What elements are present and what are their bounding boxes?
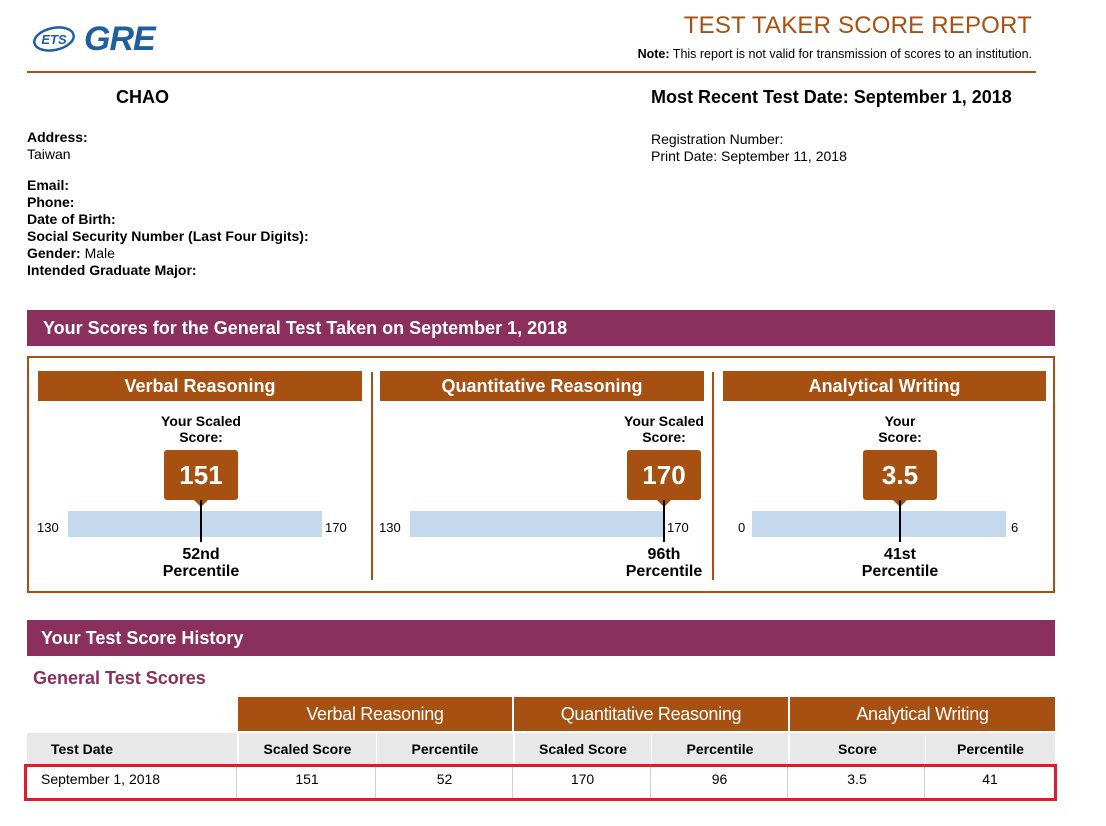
history-column-header: Test Date xyxy=(27,733,237,765)
gender-value: Male xyxy=(80,245,115,261)
header-divider xyxy=(27,71,1036,73)
score-label-line: Your Scaled xyxy=(624,413,704,429)
history-column-header: Percentile xyxy=(652,733,788,765)
registration-number-label: Registration Number: xyxy=(651,131,784,147)
score-label-line: Score: xyxy=(642,429,686,445)
quantitative-reasoning-scaled-score: 170 xyxy=(627,450,701,500)
column-divider xyxy=(371,372,373,580)
history-cell: 3.5 xyxy=(790,767,925,799)
history-group-header: Verbal Reasoning xyxy=(238,697,512,731)
history-cell: 52 xyxy=(377,767,513,799)
score-label-line: Your xyxy=(884,413,916,429)
score-label-line: Score: xyxy=(878,429,922,445)
history-cell: 170 xyxy=(515,767,651,799)
registration-block xyxy=(651,131,847,165)
analytical-writing-score-label xyxy=(850,413,950,445)
analytical-writing-scale-min: 0 xyxy=(738,520,746,535)
history-column-header: Scaled Score xyxy=(515,733,651,765)
percentile-word: Percentile xyxy=(861,563,939,580)
history-section-header: Your Test Score History xyxy=(27,620,1055,656)
quantitative-reasoning-score-label xyxy=(614,413,714,445)
percentile-word: Percentile xyxy=(625,563,703,580)
note-text: This report is not valid for transmission of scores to an institution. xyxy=(669,47,1032,61)
quantitative-reasoning-scale-min: 130 xyxy=(379,520,401,535)
history-column-header: Scaled Score xyxy=(239,733,376,765)
address-value: Taiwan xyxy=(27,146,71,162)
analytical-writing-score-marker xyxy=(899,500,901,542)
history-cell: September 1, 2018 xyxy=(27,767,237,799)
quantitative-reasoning-score-marker xyxy=(663,500,665,542)
most-recent-test-date: Most Recent Test Date: September 1, 2018 xyxy=(651,87,1012,107)
note-label: Note: xyxy=(637,47,670,61)
dob-label: Date of Birth: xyxy=(27,211,116,227)
analytical-writing-scale-bar xyxy=(752,511,1006,537)
analytical-writing-scaled-score: 3.5 xyxy=(863,450,937,500)
svg-text:ETS: ETS xyxy=(41,32,67,47)
report-title: TEST TAKER SCORE REPORT xyxy=(683,12,1032,39)
address-block xyxy=(27,129,88,163)
percentile-value: 52nd xyxy=(182,546,220,563)
scores-section-header: Your Scores for the General Test Taken on September 1, 2018 xyxy=(27,310,1055,346)
gre-wordmark: GRE xyxy=(84,20,155,58)
email-label: Email: xyxy=(27,177,70,193)
history-cell: 41 xyxy=(926,767,1055,799)
general-test-scores-title: General Test Scores xyxy=(33,668,206,688)
gender-label: Gender: xyxy=(27,245,81,261)
history-column-header: Score xyxy=(790,733,925,765)
quantitative-reasoning-header: Quantitative Reasoning xyxy=(380,371,704,401)
verbal-reasoning-score-marker xyxy=(200,500,202,542)
print-date: Print Date: September 11, 2018 xyxy=(651,148,847,164)
history-column-header: Percentile xyxy=(377,733,513,765)
quantitative-reasoning-percentile xyxy=(604,546,724,580)
percentile-value: 96th xyxy=(647,546,681,563)
score-label-line: Your Scaled xyxy=(161,413,241,429)
verbal-reasoning-header: Verbal Reasoning xyxy=(38,371,362,401)
analytical-writing-percentile xyxy=(840,546,960,580)
quantitative-reasoning-scale-max: 170 xyxy=(667,520,689,535)
score-label-line: Score: xyxy=(179,429,223,445)
address-label: Address: xyxy=(27,129,88,145)
history-group-header: Analytical Writing xyxy=(790,697,1055,731)
history-cell: 151 xyxy=(239,767,376,799)
verbal-reasoning-scale-min: 130 xyxy=(37,520,59,535)
history-group-header: Quantitative Reasoning xyxy=(514,697,788,731)
gre-logo xyxy=(32,20,162,60)
verbal-reasoning-percentile xyxy=(141,546,261,580)
row-highlight-box xyxy=(24,764,1057,801)
analytical-writing-scale-max: 6 xyxy=(1011,520,1019,535)
percentile-word: Percentile xyxy=(162,563,240,580)
verbal-reasoning-scale-max: 170 xyxy=(325,520,347,535)
ssn-label: Social Security Number (Last Four Digits): xyxy=(27,228,309,244)
quantitative-reasoning-scale-bar xyxy=(410,511,664,537)
verbal-reasoning-score-label xyxy=(151,413,251,445)
candidate-name: CHAO xyxy=(116,87,169,107)
contact-block xyxy=(27,177,309,279)
analytical-writing-header: Analytical Writing xyxy=(723,371,1046,401)
verbal-reasoning-scaled-score: 151 xyxy=(164,450,238,500)
phone-label: Phone: xyxy=(27,194,75,210)
report-note xyxy=(638,47,1032,61)
verbal-reasoning-scale-bar xyxy=(68,511,322,537)
ets-logo-icon xyxy=(32,26,76,52)
percentile-value: 41st xyxy=(883,546,917,563)
history-cell: 96 xyxy=(652,767,788,799)
history-column-header: Percentile xyxy=(926,733,1055,765)
major-label: Intended Graduate Major: xyxy=(27,262,197,278)
